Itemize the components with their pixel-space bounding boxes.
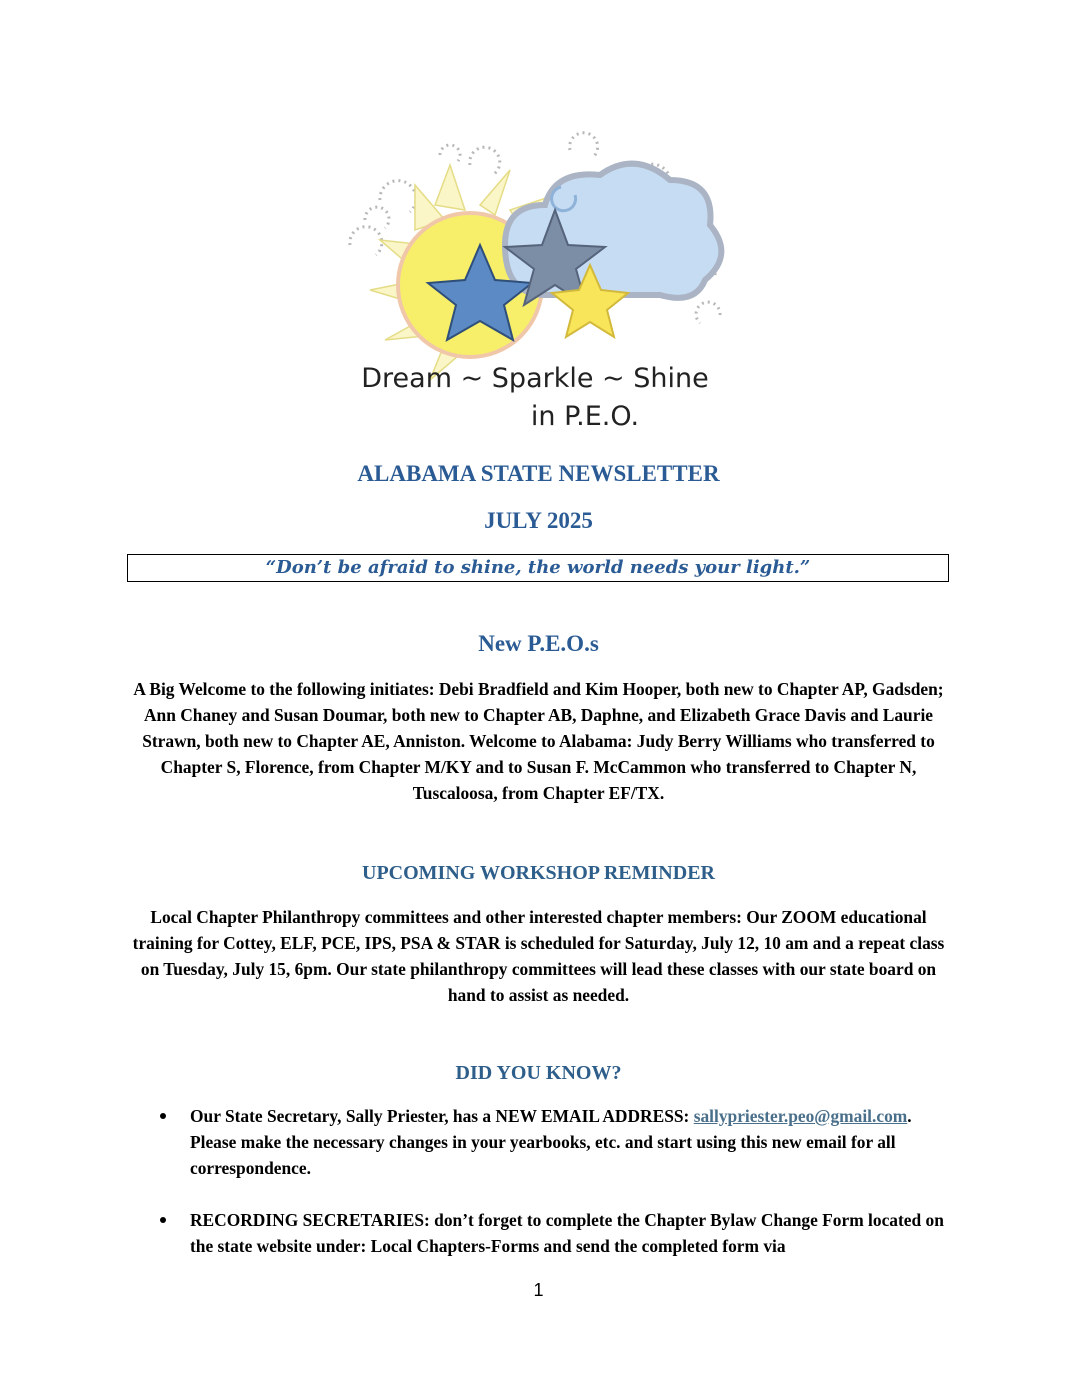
page-number: 1 <box>533 1280 544 1300</box>
bullet-icon <box>160 1113 166 1119</box>
newsletter-title: ALABAMA STATE NEWSLETTER <box>357 461 720 486</box>
quote-box <box>127 554 949 582</box>
newsletter-date: JULY 2025 <box>484 508 593 533</box>
list-item <box>160 1207 950 1259</box>
item1-text-before: Our State Secretary, Sally Priester, has a NEW EMAIL ADDRESS: <box>190 1106 694 1126</box>
workshop-body: Local Chapter Philanthropy committees and other interested chapter members: Our ZOOM educational training for Cottey, ELF, PCE, IPS, PSA & STAR is scheduled for Saturday, July 12, 10 am and a repeat class on Tuesday, July 15, 6pm. Our state philanthropy committees will lead these classes with our state board on hand to assist as needed. <box>132 907 945 1005</box>
did-you-know-heading: DID YOU KNOW? <box>455 1062 622 1084</box>
did-you-know-list <box>160 1103 950 1285</box>
logo-line-1: Dream ~ Sparkle ~ Shine <box>361 363 709 394</box>
item2-text: RECORDING SECRETARIES: don’t forget to complete the Chapter Bylaw Change Form located on the state website under: Local Chapters-Forms and send the completed form via <box>190 1210 944 1256</box>
secretary-email-link[interactable]: sallypriester.peo@gmail.com <box>693 1106 908 1126</box>
new-peos-heading: New P.E.O.s <box>478 631 599 656</box>
new-peos-body: A Big Welcome to the following initiates: Debi Bradfield and Kim Hooper, both new to Chapter AP, Gadsden; Ann Chaney and Susan Doumar, both new to Chapter AB, Daphne, and Elizabeth Grace Davis and Laurie Strawn, both new to Chapter AE, Anniston. Welcome to Alabama: Judy Berry Williams who transferred to Chapter S, Florence, from Chapter M/KY and to Susan F. McCammon who transferred to Chapter N, Tuscaloosa, from Chapter EF/TX. <box>133 679 944 803</box>
list-item <box>160 1103 950 1181</box>
logo-line-2: in P.E.O. <box>530 401 640 432</box>
item1-text-after: . Please make the necessary changes in your yearbooks, etc. and start using this new email for all correspondence. <box>190 1106 912 1178</box>
bullet-icon <box>160 1217 166 1223</box>
quote-text: “Don’t be afraid to shine, the world needs your light.” <box>265 557 811 578</box>
workshop-heading: UPCOMING WORKSHOP REMINDER <box>362 862 715 884</box>
dream-sparkle-shine-logo <box>320 125 750 435</box>
